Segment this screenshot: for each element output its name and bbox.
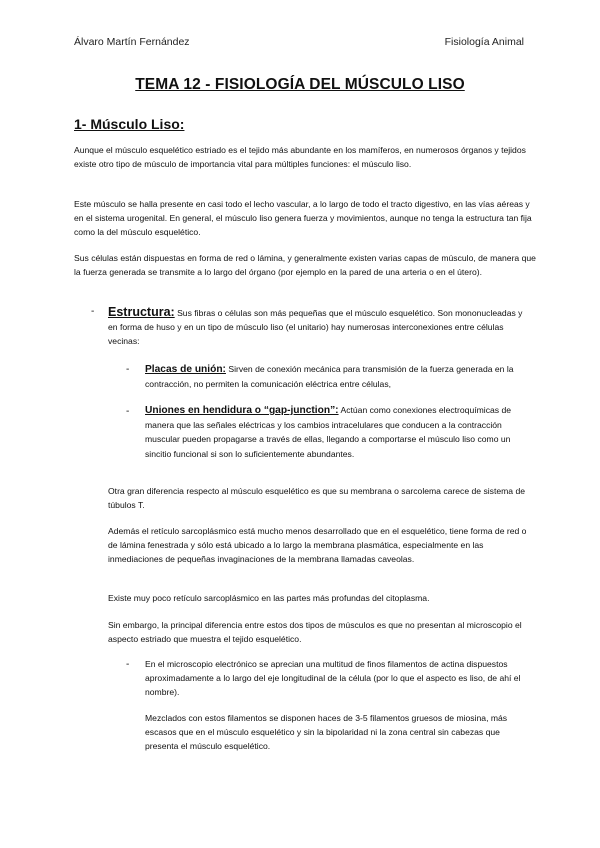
placas-item <box>145 362 525 391</box>
indented-paragraph-1: Otra gran diferencia respecto al músculo esquelético es que su membrana o sarcolema carece de sistema de túbulos T. <box>108 486 526 511</box>
section-heading: 1- Músculo Liso: <box>74 116 185 132</box>
microscope-item: En el microscopio electrónico se aprecian una multitud de finos filamentos de actina dispuestos aproximadamente a lo largo del eje longitudinal de la célula (por lo que el aspecto es liso, de ahí el nombre). <box>145 659 521 698</box>
placas-text: Sirven de conexión mecánica para transmisión de la fuerza generada en la contracción, no permiten la comunicación eléctrica entre células, <box>145 364 514 390</box>
uniones-text: Actúan como conexiones electroquímicas de manera que las señales eléctricas y los cambios intracelulares que conducen a la contracción muscular pueden propagarse a través de ellas, llegando a comportarse el músculo liso como un sincitio funcional si son lo suficientemente abundantes. <box>145 405 512 459</box>
paragraph-2: Este músculo se halla presente en casi todo el lecho vascular, a lo largo de todo el tracto digestivo, en las vías aéreas y en el sistema urogenital. En general, el músculo liso genera fuerza y movimientos, aunque no tenga la estructura tan fija como la del músculo esquelético. <box>74 199 532 238</box>
estructura-item <box>108 305 528 349</box>
indented-paragraph-3: Existe muy poco retículo sarcoplásmico en las partes más profundas del citoplasma. <box>108 593 430 603</box>
bullet-dash: - <box>91 306 95 317</box>
microscope-followup: Mezclados con estos filamentos se disponen haces de 3-5 filamentos gruesos de miosina, más escasos que en el músculo esquelético y sin la bipolaridad ni la zona central sin cabezas que presenta el músculo esquelético. <box>145 713 508 752</box>
estructura-term: Estructura: <box>108 305 175 319</box>
bullet-dash: - <box>126 406 130 417</box>
header-author: Álvaro Martín Fernández <box>74 36 190 48</box>
paragraph-3: Sus células están dispuestas en forma de red o lámina, y generalmente existen varias capas de músculo, de manera que la fuerza generada se transmite a lo largo del órgano (por ejemplo en la pared de una arteria o en el útero). <box>74 253 536 278</box>
indented-paragraph-4: Sin embargo, la principal diferencia entre estos dos tipos de músculos es que no presentan al microscopio el aspecto estriado que muestra el tejido esquelético. <box>108 620 522 645</box>
uniones-item <box>145 403 525 461</box>
bullet-dash: - <box>126 659 130 670</box>
bullet-dash: - <box>126 364 130 375</box>
paragraph-1: Aunque el músculo esquelético estriado es el tejido más abundante en los mamíferos, en numerosos órganos y tejidos existe otro tipo de músculo de importancia vital para múltiples funciones: el músculo liso. <box>74 145 526 170</box>
indented-paragraph-2: Además el retículo sarcoplásmico está mucho menos desarrollado que en el esquelético, tiene forma de red o de lámina fenestrada y sólo está ubicado a lo largo la membrana plasmática, especialmente en las inmediaciones de pequeñas invaginaciones de la membrana llamadas caveolas. <box>108 526 527 565</box>
header-subject: Fisiología Animal <box>444 36 524 48</box>
estructura-text: Sus fibras o células son más pequeñas que el músculo esquelético. Son mononucleadas y en forma de huso y en un tipo de músculo liso (el unitario) hay numerosas interconexiones entre células vecinas: <box>108 308 523 347</box>
placas-term: Placas de unión: <box>145 364 226 375</box>
document-title: TEMA 12 - FISIOLOGÍA DEL MÚSCULO LISO <box>135 76 465 93</box>
uniones-term: Uniones en hendidura o “gap-junction”: <box>145 405 339 416</box>
